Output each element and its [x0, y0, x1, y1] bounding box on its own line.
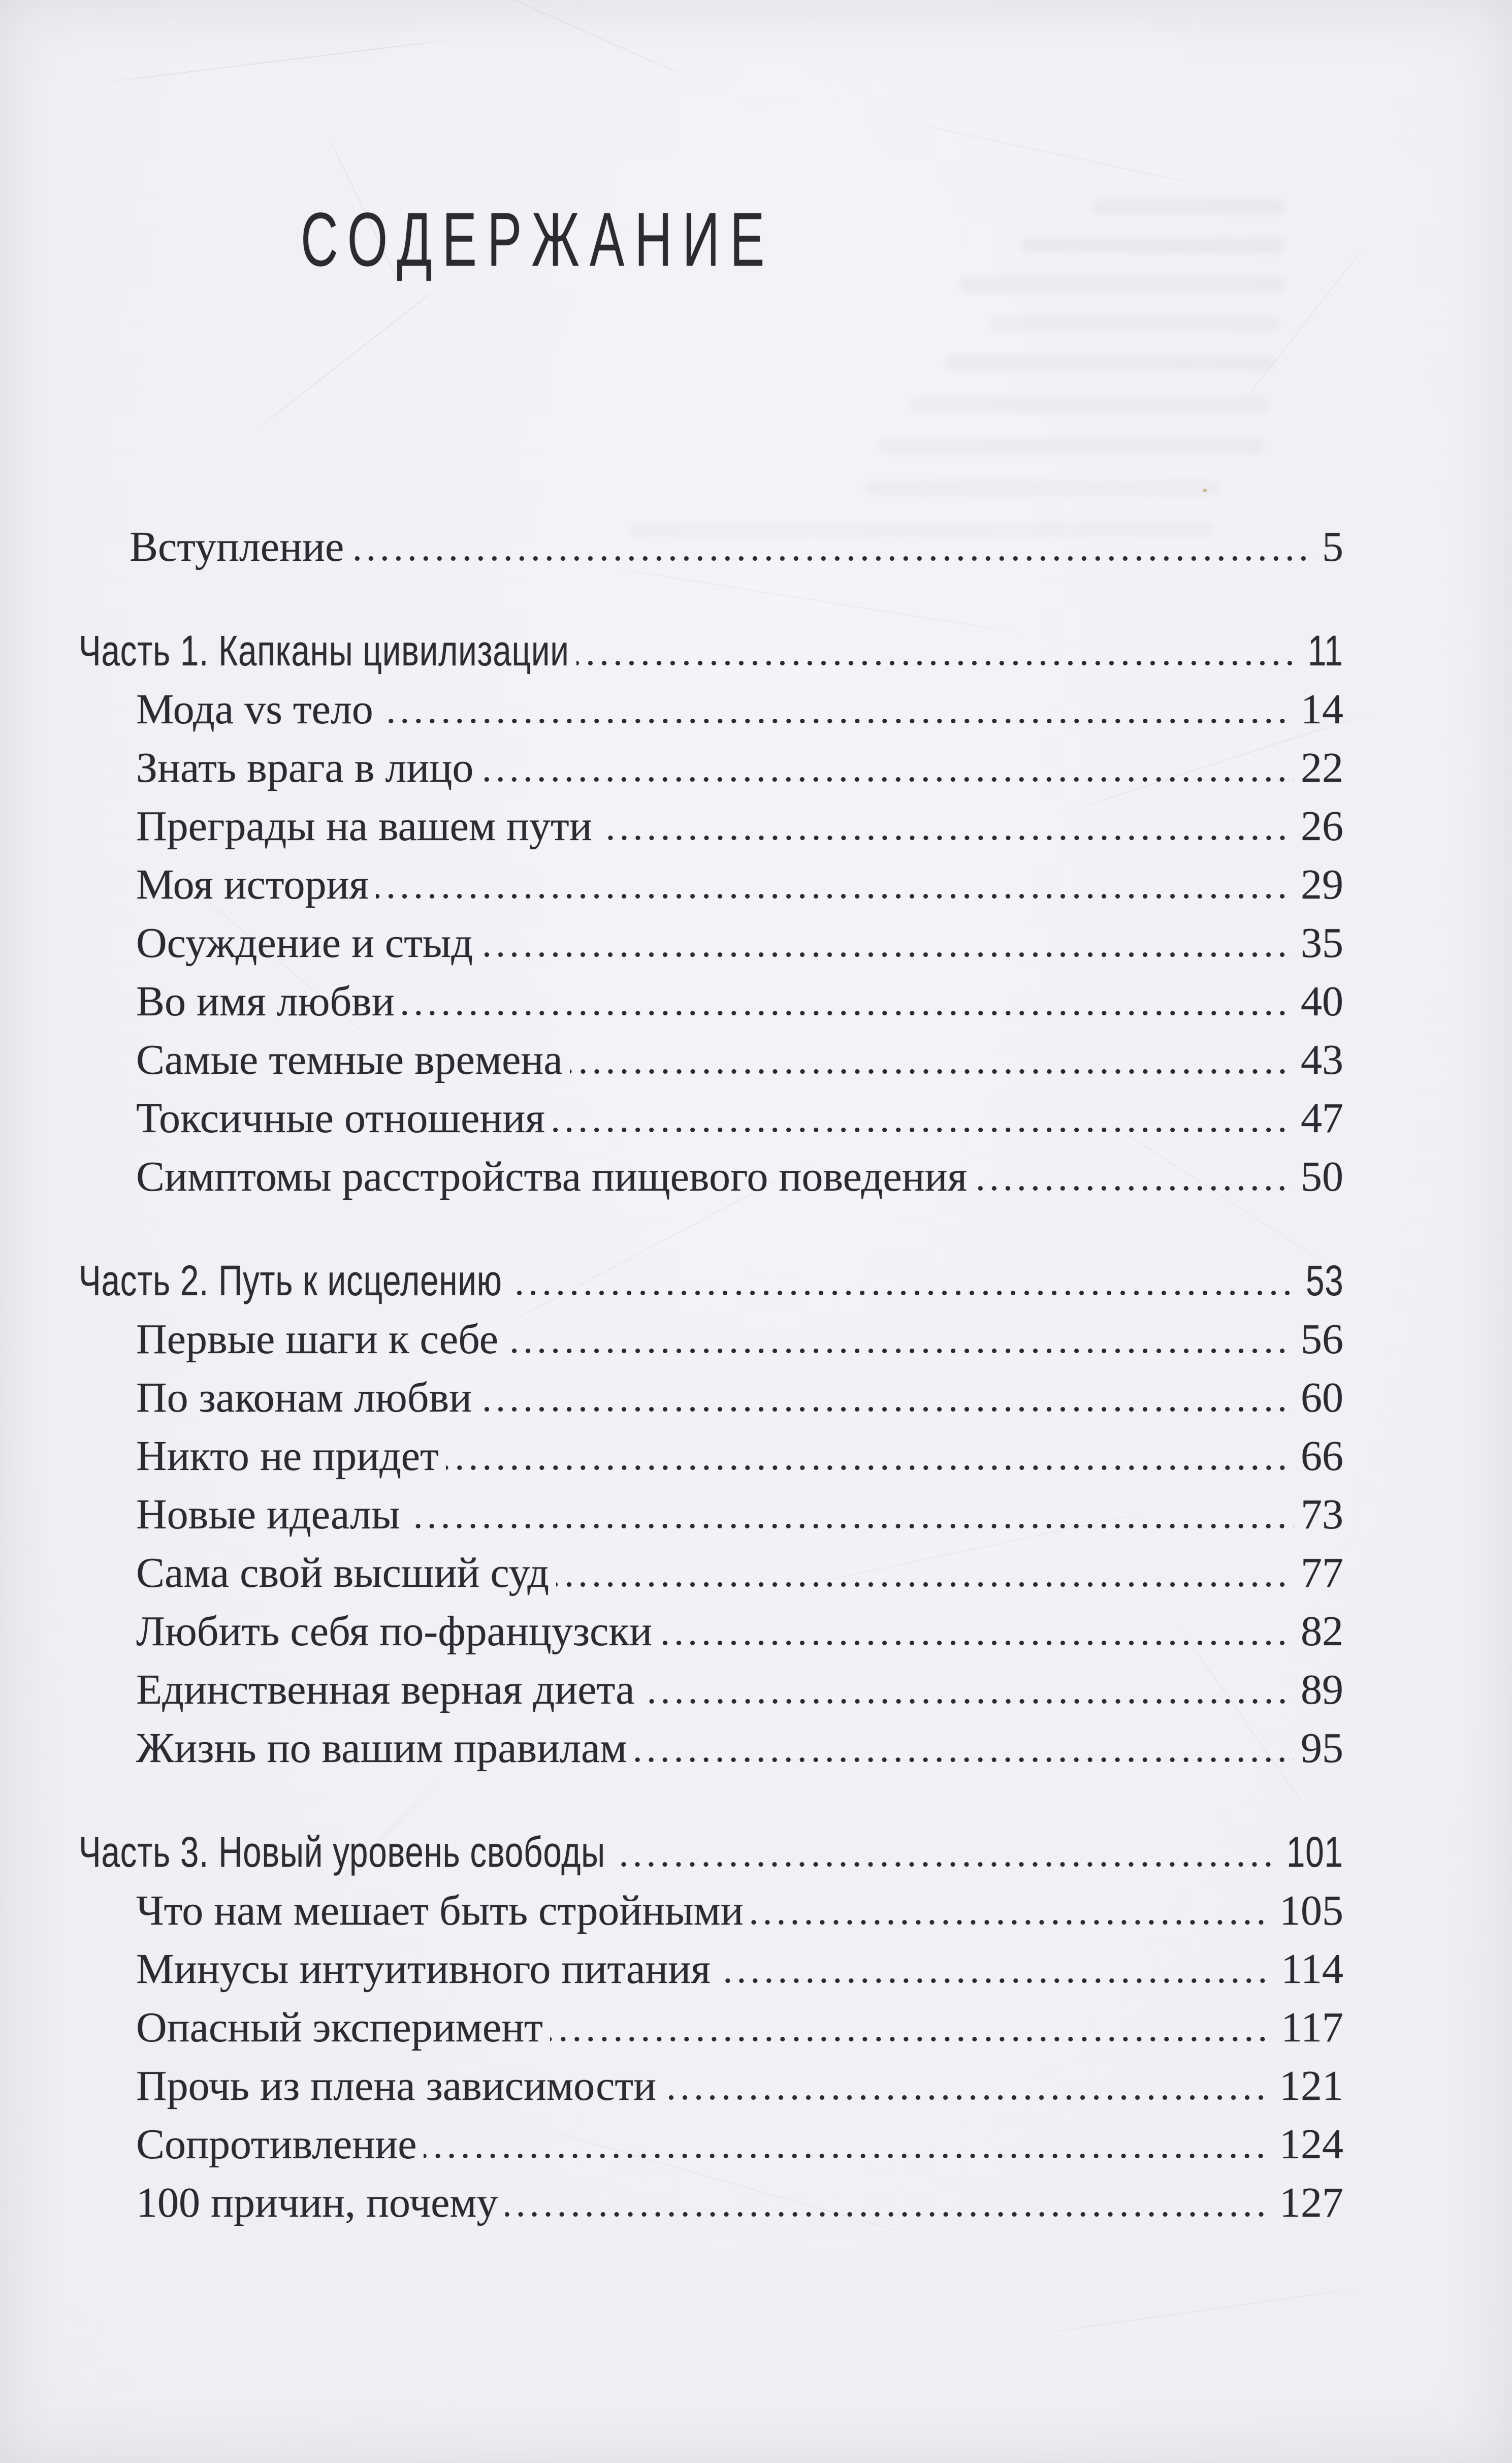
toc-entry-page: 50: [1301, 1153, 1343, 1200]
toc-entry-page: 124: [1279, 2121, 1343, 2168]
dot-leader: [556, 1582, 1294, 1587]
toc-entry-label: Единственная верная диета: [136, 1666, 635, 1713]
toc-entry-row: [136, 1660, 1343, 1719]
toc-entry-page: 22: [1301, 744, 1343, 791]
toc-entry-label: Сама свой высший суд: [136, 1549, 550, 1596]
toc-entry-row: [136, 2115, 1343, 2173]
toc-entry-label: Самые темные времена: [136, 1036, 563, 1083]
toc-entry-label: Осуждение и стыд: [136, 919, 473, 967]
dot-leader: [424, 2154, 1272, 2158]
toc-entry-label: Мода vs тело: [136, 686, 373, 733]
paper-scratch: [892, 118, 1210, 187]
toc-entry-row: [136, 2057, 1343, 2115]
toc-entry-row: [136, 1089, 1343, 1147]
toc-entry-page: 127: [1279, 2179, 1343, 2226]
toc-entry-label: Прочь из плена зависимости: [136, 2062, 657, 2109]
dot-leader: [663, 2095, 1272, 2100]
toc-entry-row: [136, 1031, 1343, 1089]
toc-entry-row: [130, 518, 1343, 576]
bleedthrough-mark: [863, 481, 1219, 496]
dot-leader: [659, 1641, 1294, 1645]
toc-entry-page: 105: [1279, 1887, 1343, 1934]
dot-leader: [446, 1465, 1294, 1470]
bleedthrough-mark: [1092, 199, 1285, 214]
toc-entry-page: 35: [1301, 919, 1343, 967]
dot-leader: [479, 1407, 1294, 1412]
toc-entry-page: 26: [1301, 803, 1343, 850]
toc-entry-label: Во имя любви: [136, 978, 395, 1025]
toc-entry-page: 73: [1301, 1491, 1343, 1538]
toc-entry-label: Сопротивление: [136, 2121, 417, 2168]
toc-entry-page: 47: [1301, 1095, 1343, 1142]
bleedthrough-mark: [879, 439, 1265, 454]
paper-speck: [1203, 489, 1207, 492]
toc-entry-page: 121: [1279, 2062, 1343, 2109]
paper-scratch: [246, 274, 455, 438]
toc-entry-row: [136, 1602, 1343, 1660]
dot-leader: [480, 777, 1294, 782]
toc-entry-label: Никто не придет: [136, 1432, 439, 1480]
toc-entry-label: Любить себя по-французски: [136, 1608, 653, 1655]
toc-entry-page: 89: [1301, 1666, 1343, 1713]
toc-entry-label: Часть 3. Новый уровень свободы: [79, 1828, 605, 1876]
toc-entry-label: Часть 2. Путь к исцелению: [79, 1257, 502, 1304]
toc-entry-label: Первые шаги к себе: [136, 1316, 499, 1363]
dot-leader: [718, 1978, 1274, 1983]
toc-entry-row: [136, 680, 1343, 739]
toc-part-row: [79, 622, 1343, 680]
bleedthrough-mark: [990, 316, 1280, 331]
toc-entry-label: Преграды на вашем пути: [136, 803, 592, 850]
dot-leader: [505, 1349, 1294, 1353]
toc-entry-page: 117: [1281, 2004, 1343, 2051]
toc-entry-label: Симптомы расстройства пищевого поведения: [136, 1153, 968, 1200]
dot-leader: [407, 1524, 1294, 1528]
dot-leader: [599, 836, 1294, 840]
toc-entry-page: 114: [1281, 1945, 1343, 1993]
bleedthrough-mark: [945, 356, 1275, 371]
toc-entry-row: [136, 739, 1343, 797]
toc-entry-row: [136, 1881, 1343, 1940]
dot-leader: [550, 2037, 1274, 2041]
dot-leader: [613, 1862, 1279, 1867]
toc-entry-label: Минусы интуитивного питания: [136, 1945, 711, 1993]
toc-entry-label: Моя история: [136, 861, 369, 908]
toc-entry-label: Токсичные отношения: [136, 1095, 545, 1142]
toc-entry-row: [136, 1719, 1343, 1777]
toc-entry-label: Жизнь по вашим правилам: [136, 1724, 627, 1772]
bleedthrough-mark: [960, 277, 1285, 292]
dot-leader: [509, 1291, 1299, 1295]
dot-leader: [376, 894, 1294, 899]
toc-part-row: [79, 1823, 1343, 1881]
dot-leader: [480, 952, 1294, 957]
toc-entry-page: 11: [1308, 627, 1344, 675]
toc-entry-page: 14: [1301, 686, 1343, 733]
paper-scratch: [93, 39, 456, 84]
dot-leader: [576, 661, 1301, 665]
dot-leader: [505, 2212, 1272, 2217]
toc-entry-page: 40: [1301, 978, 1343, 1025]
toc-entry-label: Вступление: [130, 523, 344, 570]
toc-entry-page: 43: [1301, 1036, 1343, 1083]
page-title: СОДЕРЖАНИЕ: [301, 197, 775, 282]
table-of-contents: [79, 518, 1343, 2232]
bleedthrough-mark: [909, 397, 1270, 412]
toc-entry-page: 95: [1301, 1724, 1343, 1772]
dot-leader: [642, 1699, 1294, 1704]
toc-entry-row: [136, 972, 1343, 1031]
toc-entry-page: 66: [1301, 1432, 1343, 1480]
toc-entry-label: Опасный эксперимент: [136, 2004, 543, 2051]
toc-entry-label: Знать врага в лицо: [136, 744, 474, 791]
toc-entry-row: [136, 1310, 1343, 1368]
toc-entry-row: [136, 1147, 1343, 1206]
toc-entry-row: [136, 1485, 1343, 1544]
toc-entry-row: [136, 1544, 1343, 1602]
toc-entry-row: [136, 1427, 1343, 1485]
dot-leader: [380, 719, 1294, 723]
dot-leader: [570, 1069, 1294, 1074]
toc-entry-row: [136, 1368, 1343, 1427]
toc-entry-page: 77: [1301, 1549, 1343, 1596]
toc-entry-label: Часть 1. Капканы цивилизации: [79, 627, 569, 675]
toc-entry-row: [136, 2173, 1343, 2232]
toc-entry-page: 82: [1301, 1608, 1343, 1655]
toc-entry-page: 56: [1301, 1316, 1343, 1363]
toc-entry-page: 53: [1305, 1257, 1344, 1304]
toc-entry-label: По законам любви: [136, 1374, 472, 1421]
dot-leader: [351, 556, 1315, 561]
toc-entry-row: [136, 797, 1343, 855]
toc-entry-row: [136, 1940, 1343, 1998]
dot-leader: [751, 1920, 1272, 1925]
toc-entry-page: 60: [1301, 1374, 1343, 1421]
bleedthrough-mark: [1021, 238, 1285, 253]
dot-leader: [634, 1757, 1294, 1762]
toc-entry-row: [136, 1998, 1343, 2057]
toc-entry-page: 5: [1322, 523, 1343, 570]
toc-part-row: [79, 1252, 1343, 1310]
paper-scratch: [1017, 2286, 1369, 2337]
dot-leader: [974, 1186, 1294, 1191]
dot-leader: [552, 1128, 1294, 1132]
toc-entry-label: Новые идеалы: [136, 1491, 400, 1538]
dot-leader: [402, 1011, 1294, 1015]
toc-entry-page: 101: [1286, 1828, 1344, 1876]
toc-entry-page: 29: [1301, 861, 1343, 908]
toc-entry-label: Что нам мешает быть стройными: [136, 1887, 744, 1934]
paper-scratch: [459, 0, 710, 87]
toc-entry-label: 100 причин, почему: [136, 2179, 498, 2226]
toc-entry-row: [136, 855, 1343, 914]
toc-entry-row: [136, 914, 1343, 972]
